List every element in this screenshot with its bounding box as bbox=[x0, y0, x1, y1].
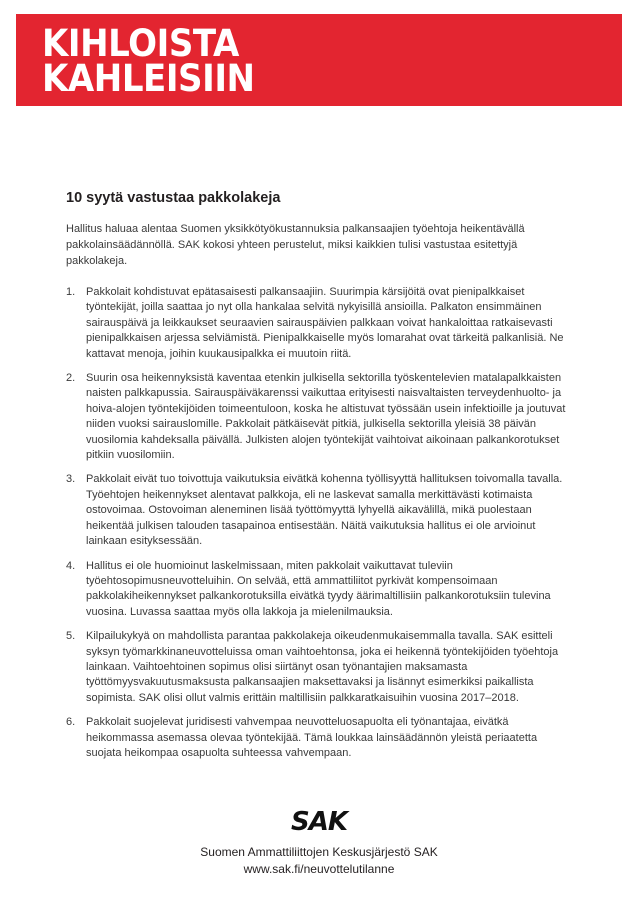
banner-title: KIHLOISTA KAHLEISIIN bbox=[42, 22, 255, 100]
intro-paragraph: Hallitus haluaa alentaa Suomen yksikkötyökustannuksia palkansaajien työehtoja heikentävällä pakkolainsäädännöllä. SAK kokosi yhteen perustelut, miksi kaikkien tulisi vastustaa esitettyjä pakkolakeja. bbox=[66, 223, 525, 267]
reason-item bbox=[66, 715, 568, 761]
reason-item bbox=[66, 472, 568, 549]
page-footer bbox=[0, 808, 638, 878]
organization-name: Suomen Ammattiliittojen Keskusjärjestö SAK bbox=[200, 845, 438, 859]
reason-item bbox=[66, 285, 568, 362]
reasons-list bbox=[66, 285, 568, 761]
reason-text: Suurin osa heikennyksistä kaventaa etenkin julkisella sektorilla työskentelevien matalapalkkaisten naisten palkkapussia. Sairauspäiväkarenssi vaikuttaa erityisesti naisvaltaisten terveydenhuolto- ja hoiva-alojen työntekijöiden toimeentuloon, koska he altistuvat työssään usein infektioille ja joutuvat niiden vuoksi sairauslomille. Pakkolait pätkäisevät pitkiä, julkisella sektorilla yleisiä 38 päivän vuosilomia kahdeksalla päivällä. Julkisten alojen työntekijät vaihtoivat aikoinaan palkankorotukset pitkiin vuosilomiin. bbox=[86, 372, 566, 462]
reason-item bbox=[66, 559, 568, 621]
reason-text: Kilpailukykyä on mahdollista parantaa pakkolakeja oikeudenmukaisemmalla tavalla. SAK esitteli syksyn työmarkkinaneuvotteluissa oman vaihtoehtonsa, joka ei heikennä työntekijöiden työehtoja lainkaan. Vaihtoehtoinen sopimus olisi siirtänyt osan työnantajien maksamasta työttömyysvakuutusmaksusta palkansaajien maksettavaksi ja lisännyt esimerkiksi paikallista sopimista. SAK olisi ollut valmis erittäin maltillisiin palkkaratkaisuihin vuosina 2017–2018. bbox=[86, 630, 559, 704]
reason-number: 3. bbox=[66, 473, 76, 486]
reason-number: 6. bbox=[66, 716, 76, 729]
sak-logo: SAK bbox=[291, 807, 347, 837]
reason-text: Hallitus ei ole huomioinut laskelmissaan, miten pakkolait vaikuttavat tuleviin työehtosopimusneuvotteluihin. On selvää, että ammattiliitot pyrkivät kompensoimaan pakkolakiheikennykset palkankorotuksilla eivätkä tyydy äärimaltillisiin palkankorotuksiin tulevina vuosina. Luvassa saattaa myös olla lakkoja ja mielenilmauksia. bbox=[86, 559, 551, 618]
reason-number: 1. bbox=[66, 286, 76, 298]
reason-number: 5. bbox=[66, 630, 76, 643]
reason-item bbox=[66, 629, 568, 706]
title-banner bbox=[16, 14, 622, 106]
reason-text: Pakkolait suojelevat juridisesti vahvempaa neuvotteluosapuolta eli työnantajaa, eivätkä heikommassa asemassa olevaa työntekijää. Tämä loukkaa lainsäädännön yleistä periaatetta suojata heikompaa osapuolta suhteessa vahvempaan. bbox=[86, 716, 538, 759]
document-heading: 10 syytä vastustaa pakkolakeja bbox=[66, 190, 281, 206]
reason-item bbox=[66, 371, 568, 463]
reason-number: 2. bbox=[66, 372, 76, 385]
reason-number: 4. bbox=[66, 559, 76, 572]
reason-text: Pakkolait eivät tuo toivottuja vaikutuksia eivätkä kohenna työllisyyttä hallituksen toivomalla tavalla. Työehtojen heikennykset alentavat palkkoja, eli ne laskevat samalla merkittävästi kotimaista ostovoimaa. Ostovoiman aleneminen lisää työttömyyttä lyhyellä aikavälillä, mikä puolestaan heikentää julkisen talouden tasapainoa entisestään. Näitä vaikutuksia hallitus ei ole arvioinut lainkaan esityksessään. bbox=[86, 473, 563, 548]
reason-text: Pakkolait kohdistuvat epätasaisesti palkansaajiin. Suurimpia kärsijöitä ovat pienipalkkaiset työntekijät, joilla saattaa jo nyt olla hankalaa selvitä nykyisillä ansioilla. Palkaton ensimmäinen sairauspäivä ja leikkaukset seuraavien sairauspäivien palkkaan voivat hankaloittaa ratkaisevasti pienipalkkaisen arjessa selviämistä. Pienipalkkaiselle myös lomarahat ovat tärkeitä palkanlisiä. Ne kattavat menoja, joihin kuukausipalkka ei muutoin riitä. bbox=[86, 286, 564, 360]
document-body bbox=[66, 190, 568, 770]
website-url[interactable]: www.sak.fi/neuvottelutilanne bbox=[243, 862, 395, 876]
